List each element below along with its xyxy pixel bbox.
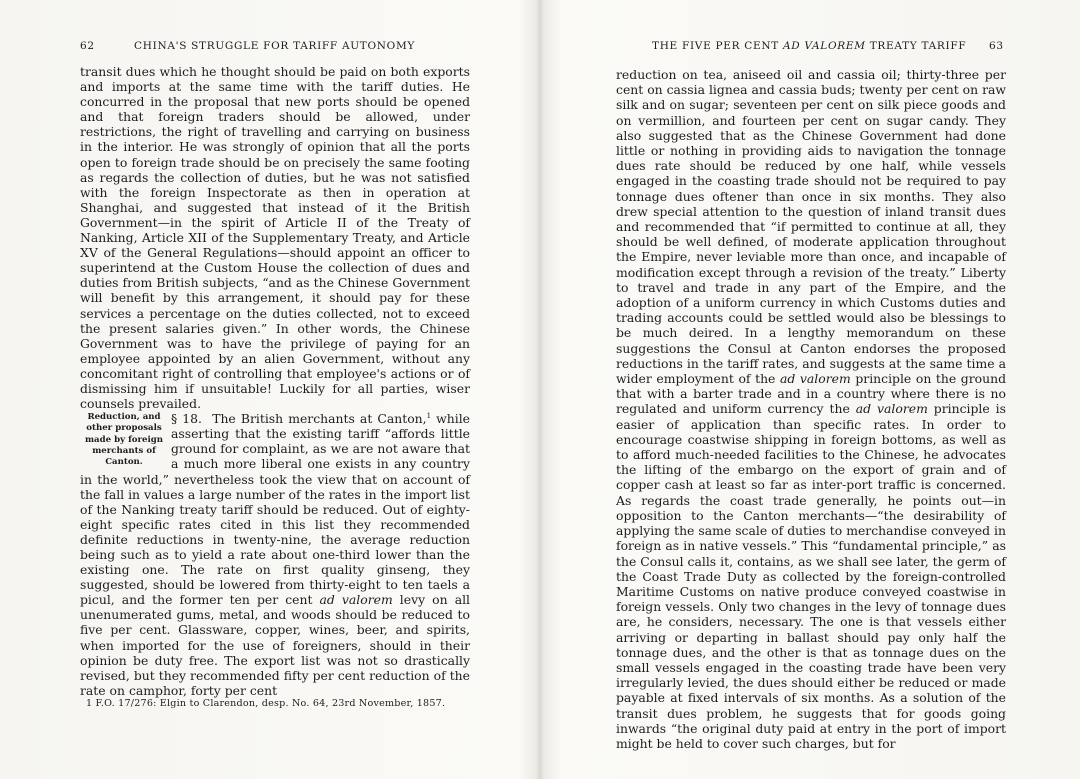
right-text-a: reduction on tea, aniseed oil and cassia oil; thirty-three per cent on cassia lignea and cassia buds; twenty per cent on raw silk and on sugar; seventeen per cent on silk piece goods and on vermillion, and fourteen per cent on sugar candy. They also suggested that as the Chinese Government had done little or nothing in providing aids to navigation the tonnage dues rate should be reduced by one half, while vessels engaged in the coasting trade should not be required to pay tonnage dues oftener than once in six months. They also drew special attention to the question of inland transit dues and recommended that “if permitted to continue at all, they should be well defined, of moderate application throughout the Empire, never leviable more than once, and incapable of modification except through a revision of the treaty.” Liberty to travel and trade in any part of the Empire, and the adoption of a uniform currency in which Customs duties and trading accounts could be settled would also be blessings to be much deired. In a lengthy memorandum on these suggestions the Consul at Canton endorses the proposed reductions in the tariff rates, and suggests at the same time a wider employment of the	[616, 67, 1006, 387]
right-em-1: ad valorem	[779, 371, 851, 387]
right-text-b: principle on the ground that with a barter trade and in a country where there is no regulated and uniform currency the	[616, 371, 1007, 417]
left-para1-text: transit dues which he thought should be paid on both exports and imports at the same time with the tariff duties. He concurred in the proposal that new ports should be opened and that foreign traders should be allowed, under restrictions, the right of travelling and carrying on business in the interior. He was strongly of opinion that all the ports open to foreign trade should be on precisely the same footing as regards the collection of duties, but he was not satisfied with the foreign Inspectorate as then in operation at Shanghai, and suggested that instead of it the British Government—in the spirit of Article II of the Treaty of Nanking, Article XII of the Supplementary Treaty, and Article XV of the General Regulations—should appoint an officer to superintend at the Custom House the collection of dues and duties from British subjects, “and as the Chinese Government will benefit by this arrangement, it should pay for these services a percentage on the duties collected, not to exceed the present salaries given.” In other words, the Chinese Government was to have the privilege of paying for an employee appointed by an alien Government, without any concomitant right of controlling that employee's actions or of dismissing him if unsuitable! Luckily for all parties, wiser counsels prevailed.	[80, 64, 470, 412]
running-head-right	[652, 40, 966, 52]
marginal-note: Reduction, and other proposals made by foreign merchants of Canton.	[84, 412, 164, 468]
running-head-right-b: TREATY TARIFF	[865, 40, 967, 52]
running-head-right-a: THE FIVE PER CENT	[652, 40, 783, 52]
section-18-text-a: The British merchants at Canton,	[212, 411, 427, 427]
right-paragraph	[616, 67, 1006, 751]
section-18	[80, 409, 470, 698]
section-18-em: ad valorem	[319, 592, 393, 608]
section-18-text-c: levy on all unenumerated gums, metal, and woods should be reduced to five per cent. Glassware, copper, wines, beer, and spirits, when imported for the use of foreigners, should in their opinion be duty free. The export list was not so drastically revised, but they recommended fifty per cent reduction of the rate on camphor, forty per cent	[80, 592, 471, 698]
section-mark: § 18.	[171, 411, 202, 427]
section-18-text-b: while asserting that the existing tariff “affords little ground for complaint, as we are not aware that a much more liberal one exists in any country in the world,” nevertheless took the view that on account of the fall in values a large number of the rates in the import list of the Nanking treaty tariff should be reduced. Out of eighty-eight specific rates cited in this list they recommended definite reductions in twenty-nine, the average reduction being such as to yield a rate about one-third lower than the existing one. The rate on first quality ginseng, they suggested, should be lowered from thirty-eight to ten taels a picul, and the former ten per cent	[80, 411, 471, 608]
left-header	[80, 40, 416, 52]
book-gutter	[536, 0, 544, 779]
footnote-ref: 1	[426, 412, 432, 420]
right-text-c: principle is easier of application than specific rates. In order to encourage coastwise shipping in foreign bottoms, as well as to afford much-needed facilities to the Chinese, he advocates the lifting of the embargo on the export of grain and of copper cash at least so far as inter-port traffic is concerned. As regards the coast trade generally, he points out—in opposition to the Canton merchants—“the desirability of applying the same scale of duties to merchandise conveyed in foreign as in native vessels.” This “fundamental principle,” as the Consul calls it, contains, as we shall see later, the germ of the Coast Trade Duty as collected by the foreign-controlled Maritime Customs on native produce conveyed coastwise in foreign vessels. Only two changes in the levy of tonnage dues are, he considers, necessary. The one is that vessels either arriving or departing in ballast should pay only half the tonnage dues, and the other is that as tonnage dues on the small vessels engaged in the coasting trade have been very irregularly levied, the dues should either be reduced or made payable at fixed intervals of six months. As a solution of the transit dues problem, he suggests that for goods going inwards “the original duty paid at entry in the port of import might be held to cover such charges, but for	[616, 401, 1006, 751]
running-head-right-em: AD VALOREM	[782, 40, 866, 52]
right-header	[652, 40, 1004, 52]
right-page	[544, 0, 1080, 779]
page-number-left: 62	[80, 40, 95, 52]
right-em-2: ad valorem	[855, 401, 928, 417]
right-para-text	[616, 67, 1006, 751]
left-page	[0, 0, 536, 779]
left-paragraph-1	[80, 64, 470, 411]
footnote: 1 F.O. 17/276: Elgin to Clarendon, desp. No. 64, 23rd November, 1857.	[86, 698, 446, 709]
page-number-right: 63	[989, 40, 1004, 52]
running-head-left: CHINA'S STRUGGLE FOR TARIFF AUTONOMY	[134, 40, 416, 52]
